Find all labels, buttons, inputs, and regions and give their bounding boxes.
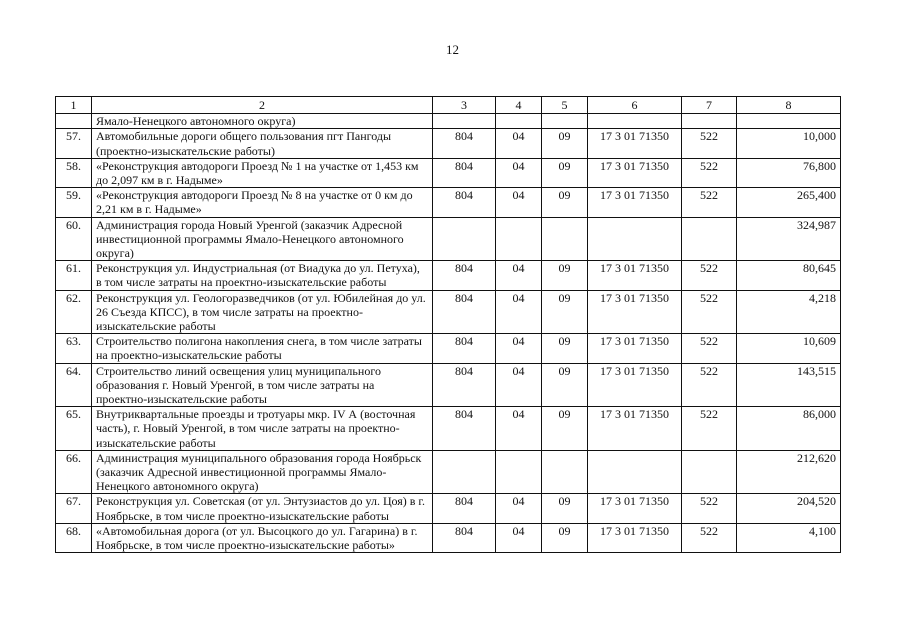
table-row: [56, 158, 841, 187]
table-row: [56, 523, 841, 552]
code-5: 09: [542, 523, 588, 552]
column-header: 8: [737, 97, 841, 114]
table-row: [56, 261, 841, 290]
code-4: 04: [496, 334, 542, 363]
amount: 86,000: [737, 407, 841, 451]
code-3: 804: [433, 261, 496, 290]
code-4: 04: [496, 261, 542, 290]
code-7: [682, 217, 737, 261]
code-4: 04: [496, 494, 542, 523]
budget-table: [55, 96, 841, 553]
code-3: [433, 450, 496, 494]
code-5: 09: [542, 188, 588, 217]
code-7: 522: [682, 188, 737, 217]
row-number: 60.: [56, 217, 92, 261]
item-name: Реконструкция ул. Советская (от ул. Энтузиастов до ул. Цоя) в г. Ноябрьске, в том числе проектно-изыскательские работы: [92, 494, 433, 523]
amount: 204,520: [737, 494, 841, 523]
table-row: [56, 290, 841, 334]
amount: 143,515: [737, 363, 841, 407]
code-5: 09: [542, 494, 588, 523]
item-name: Строительство линий освещения улиц муниципального образования г. Новый Уренгой, в том числе затраты на проектно-изыскательские работы: [92, 363, 433, 407]
continuation-row: [56, 114, 841, 129]
row-number: 59.: [56, 188, 92, 217]
item-name: «Реконструкция автодороги Проезд № 1 на участке от 1,453 км до 2,097 км в г. Надыме»: [92, 158, 433, 187]
code-4: 04: [496, 188, 542, 217]
column-header: 6: [588, 97, 682, 114]
code-3: 804: [433, 188, 496, 217]
code-3: [433, 217, 496, 261]
item-name: Реконструкция ул. Индустриальная (от Виадука до ул. Петуха), в том числе затраты на проектно-изыскательские работы: [92, 261, 433, 290]
column-header: 3: [433, 97, 496, 114]
code-6: 17 3 01 71350: [588, 523, 682, 552]
code-7: 522: [682, 158, 737, 187]
table-row: [56, 334, 841, 363]
code-7: [682, 450, 737, 494]
table-row: [56, 188, 841, 217]
code-3: 804: [433, 523, 496, 552]
code-5: 09: [542, 290, 588, 334]
code-5: 09: [542, 407, 588, 451]
item-name: Администрация города Новый Уренгой (заказчик Адресной инвестиционной программы Ямало-Ненецкого автономного округа): [92, 217, 433, 261]
code-6: 17 3 01 71350: [588, 158, 682, 187]
column-header: 7: [682, 97, 737, 114]
code-7: 522: [682, 334, 737, 363]
code-7: 522: [682, 494, 737, 523]
code-3: 804: [433, 129, 496, 158]
code-6: 17 3 01 71350: [588, 334, 682, 363]
row-number: 62.: [56, 290, 92, 334]
row-number: 61.: [56, 261, 92, 290]
column-header: 1: [56, 97, 92, 114]
code-5: 09: [542, 334, 588, 363]
code-5: 09: [542, 363, 588, 407]
code-3: 804: [433, 363, 496, 407]
code-7: 522: [682, 261, 737, 290]
item-name: Внутриквартальные проезды и тротуары мкр. IV А (восточная часть), г. Новый Уренгой, в том числе затраты на проектно-изыскательские работы: [92, 407, 433, 451]
table-row: [56, 494, 841, 523]
row-number: 63.: [56, 334, 92, 363]
amount: 80,645: [737, 261, 841, 290]
row-number: 67.: [56, 494, 92, 523]
code-5: [542, 217, 588, 261]
amount: 10,609: [737, 334, 841, 363]
amount: 76,800: [737, 158, 841, 187]
code-4: 04: [496, 363, 542, 407]
page-number: 12: [446, 42, 459, 57]
code-4: [496, 217, 542, 261]
code-7: 522: [682, 407, 737, 451]
code-6: 17 3 01 71350: [588, 494, 682, 523]
amount: 4,218: [737, 290, 841, 334]
code-5: 09: [542, 129, 588, 158]
column-header: 5: [542, 97, 588, 114]
table-row: [56, 450, 841, 494]
code-7: 522: [682, 523, 737, 552]
table-header-row: [56, 97, 841, 114]
item-name: Строительство полигона накопления снега, в том числе затраты на проектно-изыскательские работы: [92, 334, 433, 363]
code-7: 522: [682, 363, 737, 407]
code-3: 804: [433, 158, 496, 187]
amount: 10,000: [737, 129, 841, 158]
row-number: 64.: [56, 363, 92, 407]
row-number: 57.: [56, 129, 92, 158]
code-6: [588, 217, 682, 261]
amount: 4,100: [737, 523, 841, 552]
code-7: 522: [682, 129, 737, 158]
table-row: [56, 129, 841, 158]
item-name: «Реконструкция автодороги Проезд № 8 на участке от 0 км до 2,21 км в г. Надыме»: [92, 188, 433, 217]
row-number: 58.: [56, 158, 92, 187]
code-6: 17 3 01 71350: [588, 363, 682, 407]
amount: 212,620: [737, 450, 841, 494]
code-5: 09: [542, 158, 588, 187]
code-4: 04: [496, 523, 542, 552]
code-4: [496, 450, 542, 494]
code-5: 09: [542, 261, 588, 290]
code-6: 17 3 01 71350: [588, 261, 682, 290]
code-6: 17 3 01 71350: [588, 188, 682, 217]
code-7: 522: [682, 290, 737, 334]
row-number: 66.: [56, 450, 92, 494]
code-6: 17 3 01 71350: [588, 129, 682, 158]
code-4: 04: [496, 407, 542, 451]
item-name: «Автомобильная дорога (от ул. Высоцкого до ул. Гагарина) в г. Ноябрьске, в том числе проектно-изыскательские работы»: [92, 523, 433, 552]
continuation-text: Ямало-Ненецкого автономного округа): [92, 114, 433, 129]
code-4: 04: [496, 129, 542, 158]
row-number: 65.: [56, 407, 92, 451]
code-3: 804: [433, 334, 496, 363]
code-4: 04: [496, 158, 542, 187]
code-5: [542, 450, 588, 494]
column-header: 4: [496, 97, 542, 114]
table-row: [56, 363, 841, 407]
code-3: 804: [433, 290, 496, 334]
amount: 265,400: [737, 188, 841, 217]
code-6: 17 3 01 71350: [588, 407, 682, 451]
code-6: [588, 450, 682, 494]
item-name: Реконструкция ул. Геологоразведчиков (от ул. Юбилейная до ул. 26 Съезда КПСС), в том числе затраты на проектно-изыскательские работы: [92, 290, 433, 334]
table-row: [56, 217, 841, 261]
code-6: 17 3 01 71350: [588, 290, 682, 334]
item-name: Автомобильные дороги общего пользования пгт Пангоды (проектно-изыскательские работы): [92, 129, 433, 158]
table-row: [56, 407, 841, 451]
amount: 324,987: [737, 217, 841, 261]
code-4: 04: [496, 290, 542, 334]
code-3: 804: [433, 407, 496, 451]
row-number: 68.: [56, 523, 92, 552]
item-name: Администрация муниципального образования города Ноябрьск (заказчик Адресной инвестиционной программы Ямало-Ненецкого автономного округа): [92, 450, 433, 494]
column-header: 2: [92, 97, 433, 114]
code-3: 804: [433, 494, 496, 523]
